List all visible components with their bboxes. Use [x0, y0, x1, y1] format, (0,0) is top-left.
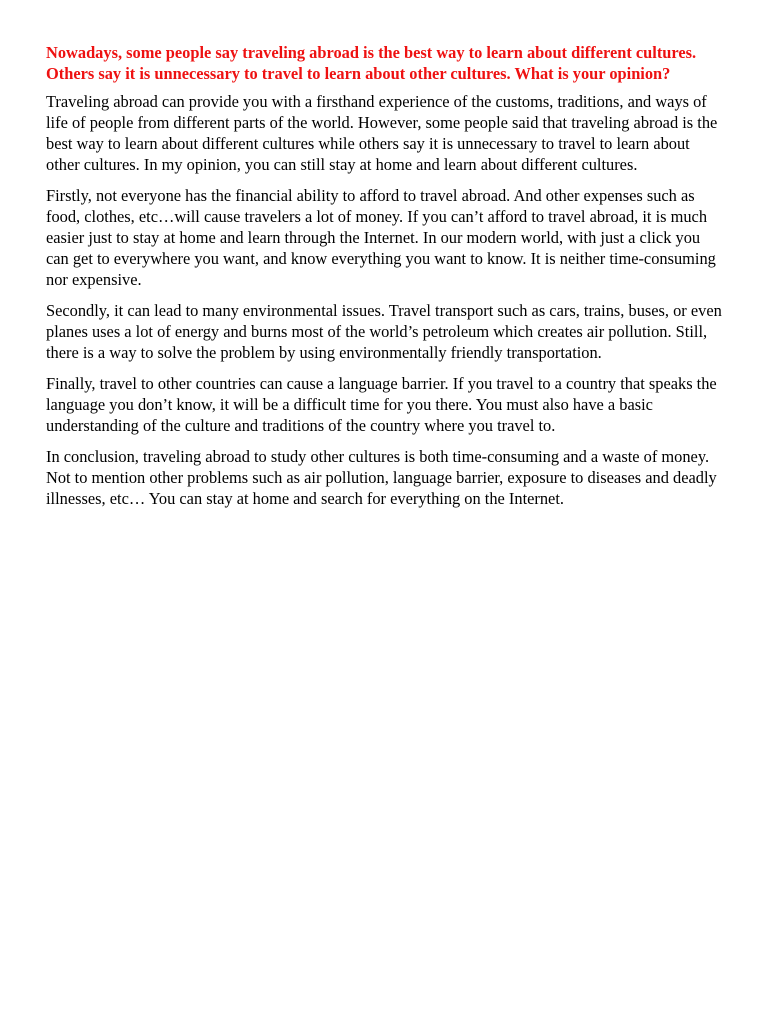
paragraph-introduction: Traveling abroad can provide you with a firsthand experience of the customs, traditions, and ways of life of people from different parts of the world. However, some people said that traveling abroad is the best way to learn about different cultures while others say it is unnecessary to travel to learn about other cultures. In my opinion, you can still stay at home and learn about different cultures.: [46, 92, 718, 174]
paragraph-first-reason: Firstly, not everyone has the financial ability to afford to travel abroad. And other expenses such as food, clothes, etc…will cause travelers a lot of money. If you can’t afford to travel abroad, it is much easier just to stay at home and learn through the Internet. In our modern world, with just a click you can get to everywhere you want, and know everything you want to know. It is neither time-consuming nor expensive.: [46, 186, 716, 289]
paragraph-third-reason: Finally, travel to other countries can cause a language barrier. If you travel to a country that speaks the language you don’t know, it will be a difficult time for you there. You must also have a basic understanding of the culture and traditions of the country where you travel to.: [46, 374, 717, 435]
essay-prompt: Nowadays, some people say traveling abroad is the best way to learn about different cultures. Others say it is unnecessary to travel to learn about other cultures. What is your opinion?: [46, 43, 697, 83]
paragraph-conclusion: In conclusion, traveling abroad to study other cultures is both time-consuming and a waste of money. Not to mention other problems such as air pollution, language barrier, exposure to diseases and deadly illnesses, etc… You can stay at home and search for everything on the Internet.: [46, 447, 717, 508]
paragraph-second-reason: Secondly, it can lead to many environmental issues. Travel transport such as cars, trains, buses, or even planes uses a lot of energy and burns most of the world’s petroleum which creates air pollution. Still, there is a way to solve the problem by using environmentally friendly transportation.: [46, 301, 722, 362]
document-page: [46, 42, 722, 519]
